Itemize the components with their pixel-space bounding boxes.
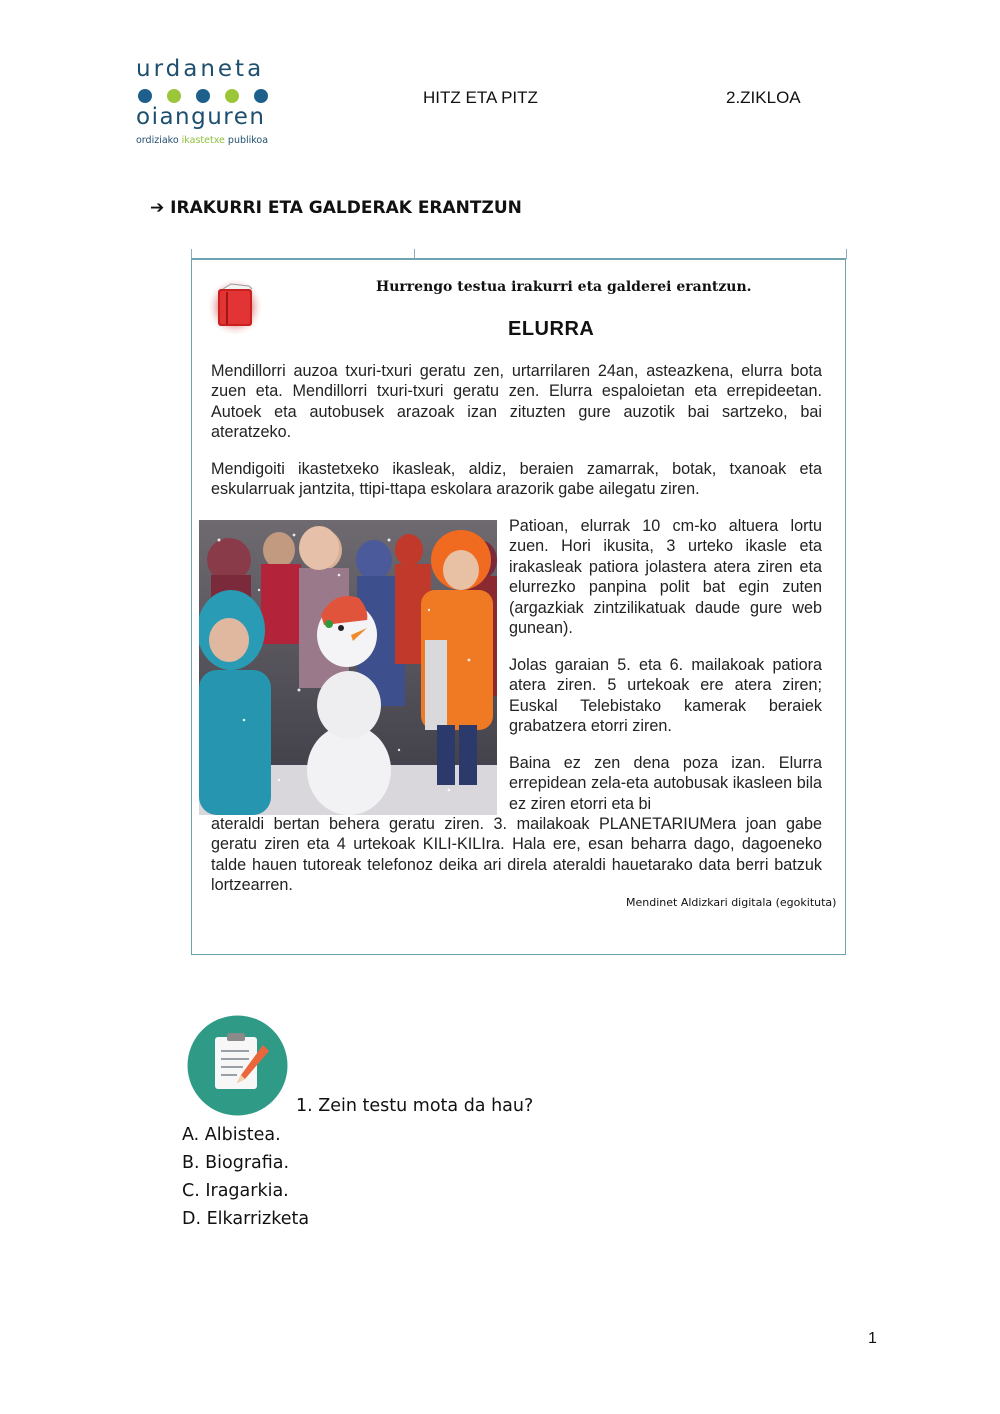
answer-option-b[interactable]: B. Biografia. (182, 1153, 290, 1173)
source-credit: Mendinet Aldizkari digitala (egokituta) (626, 896, 837, 909)
logo-dot (167, 89, 181, 103)
answer-option-c[interactable]: C. Iragarkia. (182, 1181, 289, 1201)
answer-option-a[interactable]: A. Albistea. (182, 1125, 281, 1145)
logo-subtitle-part: ordiziako (136, 135, 182, 146)
question-1: 1. Zein testu mota da hau? (296, 1096, 534, 1116)
logo-subtitle-part: publikoa (224, 135, 269, 146)
worksheet-title: HITZ ETA PITZ (423, 88, 538, 107)
logo-wordmark-top: urdaneta (136, 56, 265, 82)
section-heading-text: IRAKURRI ETA GALDERAK ERANTZUN (170, 198, 522, 218)
paragraph-2: Mendigoiti ikastetxeko ikasleak, aldiz, beraien zamarrak, botak, txanoak eta eskularruak jantzita, ttipi-ttapa eskolara arazorik gabe ailegatu ziren. (211, 460, 822, 499)
logo-dots (138, 89, 268, 105)
paragraph-1: Mendillorri auzoa txuri-txuri geratu zen, urtarrilaren 24an, asteazkena, elurra bota zuen eta. Mendillorri txuri-txuri geratu zen. Elurra espaloietan eta errepideetan. Autoek eta autobusek arazoak izan zituzten gure auzotik bai sartzeko, bai ateratzeko. (211, 362, 822, 442)
logo-subtitle-accent: ikastetxe (181, 135, 225, 146)
notepad-pencil-icon (187, 1015, 288, 1116)
paragraph-5-start: Baina ez zen dena poza izan. Elurra errepidean zela-eta autobusak ikasleen bila ez ziren etorri eta bi (509, 754, 822, 813)
section-heading (150, 198, 522, 218)
page-number: 1 (868, 1330, 877, 1347)
reading-title: ELURRA (508, 318, 595, 340)
paragraph-5-end: ateraldi bertan behera geratu ziren. 3. mailakoak PLANETARIUMera joan gabe geratu ziren eta 4 urtekoak KILI-KILIra. Hala ere, esan beharra dago, dagoeneko talde hauen tutoreak telefonoz deika ari direla ateraldi hauetarako data berri batzuk lortzearren. (211, 815, 822, 895)
paragraph-3: Patioan, elurrak 10 cm-ko altuera lortu zuen. Hori ikusita, 3 urteko ikasle eta irakasleak patiora jolastera atera ziren eta elurrezko panpina polit bat egin zuten (argazkiak zintzilikatuak daude gure web gunean). (509, 517, 822, 638)
logo-dot (254, 89, 268, 103)
logo-wordmark-bottom: oianguren (136, 104, 266, 130)
paragraph-4: Jolas garaian 5. eta 6. mailakoak patiora atera ziren. 5 urtekoak ere atera ziren; Euskal Telebistako kamerak beraiek grabatzera etorri ziren. (509, 656, 822, 736)
logo-dot (225, 89, 239, 103)
answer-option-d[interactable]: D. Elkarrizketa (182, 1209, 310, 1229)
arrow-icon: ➔ (150, 198, 165, 218)
cycle-level: 2.ZIKLOA (726, 88, 801, 107)
reading-instruction: Hurrengo testua irakurri eta galderei erantzun. (376, 279, 752, 295)
snowman-children-photo (199, 520, 497, 815)
logo-dot (196, 89, 210, 103)
frame-tick (846, 249, 847, 259)
logo-dot (138, 89, 152, 103)
logo-subtitle (136, 135, 268, 146)
book-icon (209, 280, 261, 334)
